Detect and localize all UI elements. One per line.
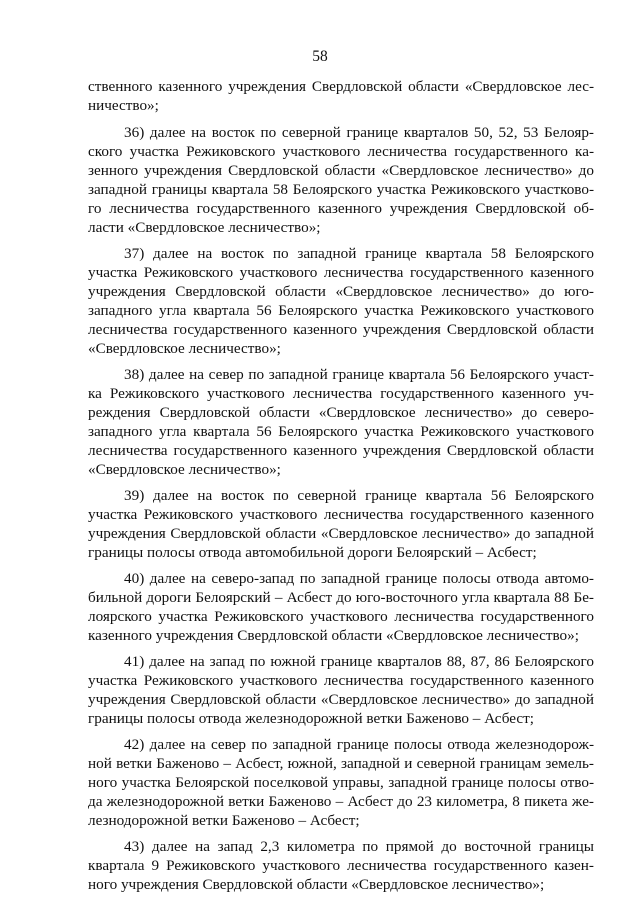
text-line: казенного учреждения Свердловской области «Свердловское лесничество»; (88, 627, 579, 644)
text-line: западного угла квартала 56 Белоярского участка Режиковского участкового (88, 302, 594, 319)
text-line: 37) далее на восток по западной границе квартала 58 Белоярского (124, 245, 594, 262)
text-line: 39) далее на восток по северной границе квартала 56 Белоярского (124, 487, 594, 504)
text-line: 40) далее на северо-запад по западной границе полосы отвода автомо- (124, 570, 594, 587)
text-line: 43) далее на запад 2,3 километра по прямой до восточной границы (124, 838, 594, 855)
text-line: «Свердловское лесничество»; (88, 340, 281, 357)
text-line: учреждения Свердловской области «Свердловское лесничество» до западной (88, 525, 594, 542)
text-line: бильной дороги Белоярский – Асбест до юго-восточного угла квартала 88 Бе- (88, 589, 594, 606)
text-line: лесничества государственного казенного учреждения Свердловской области (88, 321, 594, 338)
text-line: 42) далее на север по западной границе полосы отвода железнодорож- (124, 736, 594, 753)
text-line: 36) далее на восток по северной границе кварталов 50, 52, 53 Белояр- (124, 124, 594, 141)
text-line: ласти «Свердловское лесничество»; (88, 219, 321, 236)
text-line: зенного учреждения Свердловской области «Свердловское лесничество» до (88, 162, 594, 179)
text-line: 38) далее на север по западной границе квартала 56 Белоярского участ- (124, 366, 594, 383)
text-line: ного учреждения Свердловской области «Свердловское лесничество»; (88, 876, 545, 893)
text-line: ного участка Белоярской поселковой управы, западной границе полосы отво- (88, 774, 594, 791)
text-line: лесничества государственного казенного учреждения Свердловской области (88, 442, 594, 459)
text-line: квартала 9 Режиковского участкового лесничества государственного казен- (88, 857, 594, 874)
text-line: «Свердловское лесничество»; (88, 461, 281, 478)
text-line: лезнодорожной ветки Баженово – Асбест; (88, 812, 360, 829)
text-line: участка Режиковского участкового лесничества государственного казенного (88, 672, 594, 689)
text-line: го лесничества государственного казенного учреждения Свердловской об- (88, 200, 594, 217)
text-line: учреждения Свердловской области «Свердловское лесничество» до юго- (88, 283, 594, 300)
text-line: ничество»; (88, 97, 159, 114)
text-line: границы полосы отвода автомобильной дороги Белоярский – Асбест; (88, 544, 537, 561)
text-line: ной ветки Баженово – Асбест, южной, западной и северной границам земель- (88, 755, 594, 772)
text-line: западной границы квартала 58 Белоярского участка Режиковского участково- (88, 181, 594, 198)
text-line: да железнодорожной ветки Баженово – Асбест до 23 километра, 8 пикета же- (88, 793, 594, 810)
text-line: ка Режиковского участкового лесничества государственного казенного уч- (88, 385, 594, 402)
page-number: 58 (312, 48, 328, 65)
text-line: участка Режиковского участкового лесничества государственного казенного (88, 506, 594, 523)
text-line: участка Режиковского участкового лесничества государственного казенного (88, 264, 594, 281)
text-line: границы полосы отвода железнодорожной ветки Баженово – Асбест; (88, 710, 534, 727)
text-line: ственного казенного учреждения Свердловской области «Свердловское лес- (88, 78, 594, 95)
text-line: учреждения Свердловской области «Свердловское лесничество» до западной (88, 691, 594, 708)
text-line: ского участка Режиковского участкового лесничества государственного ка- (88, 143, 594, 160)
text-line: реждения Свердловской области «Свердловское лесничество» до северо- (88, 404, 594, 421)
text-line: 41) далее на запад по южной границе кварталов 88, 87, 86 Белоярского (124, 653, 594, 670)
text-line: лоярского участка Режиковского участкового лесничества государственного (88, 608, 594, 625)
text-line: западного угла квартала 56 Белоярского участка Режиковского участкового (88, 423, 594, 440)
